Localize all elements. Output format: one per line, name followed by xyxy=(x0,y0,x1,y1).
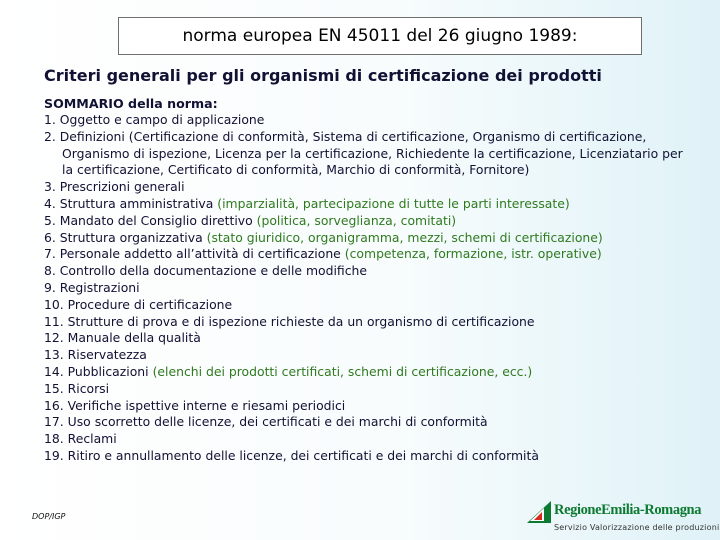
summary-item-text: 8. Controllo della documentazione e delle modifiche xyxy=(44,263,368,279)
summary-item-text: 12. Manuale della qualità xyxy=(44,330,201,346)
summary-item xyxy=(44,448,694,465)
summary-item-text: 17. Uso scorretto delle licenze, dei certificati e dei marchi di conformità xyxy=(44,414,488,430)
summary-item xyxy=(44,381,694,398)
summary-item xyxy=(44,297,694,314)
summary-item-text: 6. Struttura organizzativa xyxy=(44,229,203,245)
summary-item-text: 15. Ricorsi xyxy=(44,380,110,396)
summary-item xyxy=(44,129,694,179)
summary-item-note: (competenza, formazione, istr. operative) xyxy=(344,246,602,262)
summary-item xyxy=(44,263,694,280)
summary-item-text: 7. Personale addetto all’attività di certificazione xyxy=(44,246,341,262)
summary-item-text: 13. Riservatezza xyxy=(44,347,147,363)
summary-item-text: 4. Struttura amministrativa xyxy=(44,195,214,211)
summary-item-note: (stato giuridico, organigramma, mezzi, schemi di certificazione) xyxy=(206,229,603,245)
footer-label: DOP/IGP xyxy=(32,512,66,521)
summary-item xyxy=(44,213,694,230)
summary-item-note: (imparzialità, partecipazione di tutte le parti interessate) xyxy=(217,195,570,211)
summary-item-text: 10. Procedure di certificazione xyxy=(44,296,233,312)
summary-section xyxy=(44,95,694,465)
summary-list xyxy=(44,112,694,465)
summary-item-text: 1. Oggetto e campo di applicazione xyxy=(44,112,265,127)
summary-item xyxy=(44,314,694,331)
summary-item-note: (politica, sorveglianza, comitati) xyxy=(256,212,457,228)
summary-item-text: 3. Prescrizioni generali xyxy=(44,179,185,195)
summary-item-text: 19. Ritiro e annullamento delle licenze, dei certificati e dei marchi di conformità xyxy=(44,447,539,463)
slide-subtitle: Criteri generali per gli organismi di certificazione dei prodotti xyxy=(44,66,602,85)
summary-item xyxy=(44,230,694,247)
summary-item-text: 2. Definizioni (Certificazione di conformità, Sistema di certificazione, Organismo di certificazione, Organismo di ispezione, Licenza per la certificazione, Richiedente la certificazione, Licenziatario per la certificazione, Certificato di conformità, Marchio di conformità, Fornitore) xyxy=(44,128,683,178)
summary-item xyxy=(44,414,694,431)
summary-item-text: 14. Pubblicazioni xyxy=(44,363,149,379)
summary-label: SOMMARIO della norma: xyxy=(44,96,218,111)
title-box xyxy=(118,17,642,55)
logo-name: RegioneEmilia-Romagna xyxy=(554,502,702,518)
summary-item-text: 5. Mandato del Consiglio direttivo xyxy=(44,212,253,228)
summary-item-text: 18. Reclami xyxy=(44,431,117,447)
summary-item xyxy=(44,280,694,297)
summary-item xyxy=(44,112,694,129)
summary-item xyxy=(44,196,694,213)
region-logo xyxy=(526,500,720,536)
summary-item-text: 11. Strutture di prova e di ispezione richieste da un organismo di certificazione xyxy=(44,313,535,329)
slide-title: norma europea EN 45011 del 26 giugno 1989: xyxy=(182,26,578,46)
summary-item xyxy=(44,330,694,347)
summary-item xyxy=(44,347,694,364)
summary-item-text: 9. Registrazioni xyxy=(44,279,140,295)
summary-item xyxy=(44,431,694,448)
summary-item xyxy=(44,398,694,415)
summary-item xyxy=(44,364,694,381)
region-logo-icon xyxy=(526,500,552,524)
summary-item xyxy=(44,246,694,263)
summary-item xyxy=(44,179,694,196)
summary-item-text: 16. Verifiche ispettive interne e riesami periodici xyxy=(44,397,346,413)
logo-tagline: Servizio Valorizzazione delle produzioni xyxy=(554,523,720,532)
summary-item-note: (elenchi dei prodotti certificati, schemi di certificazione, ecc.) xyxy=(152,363,533,379)
